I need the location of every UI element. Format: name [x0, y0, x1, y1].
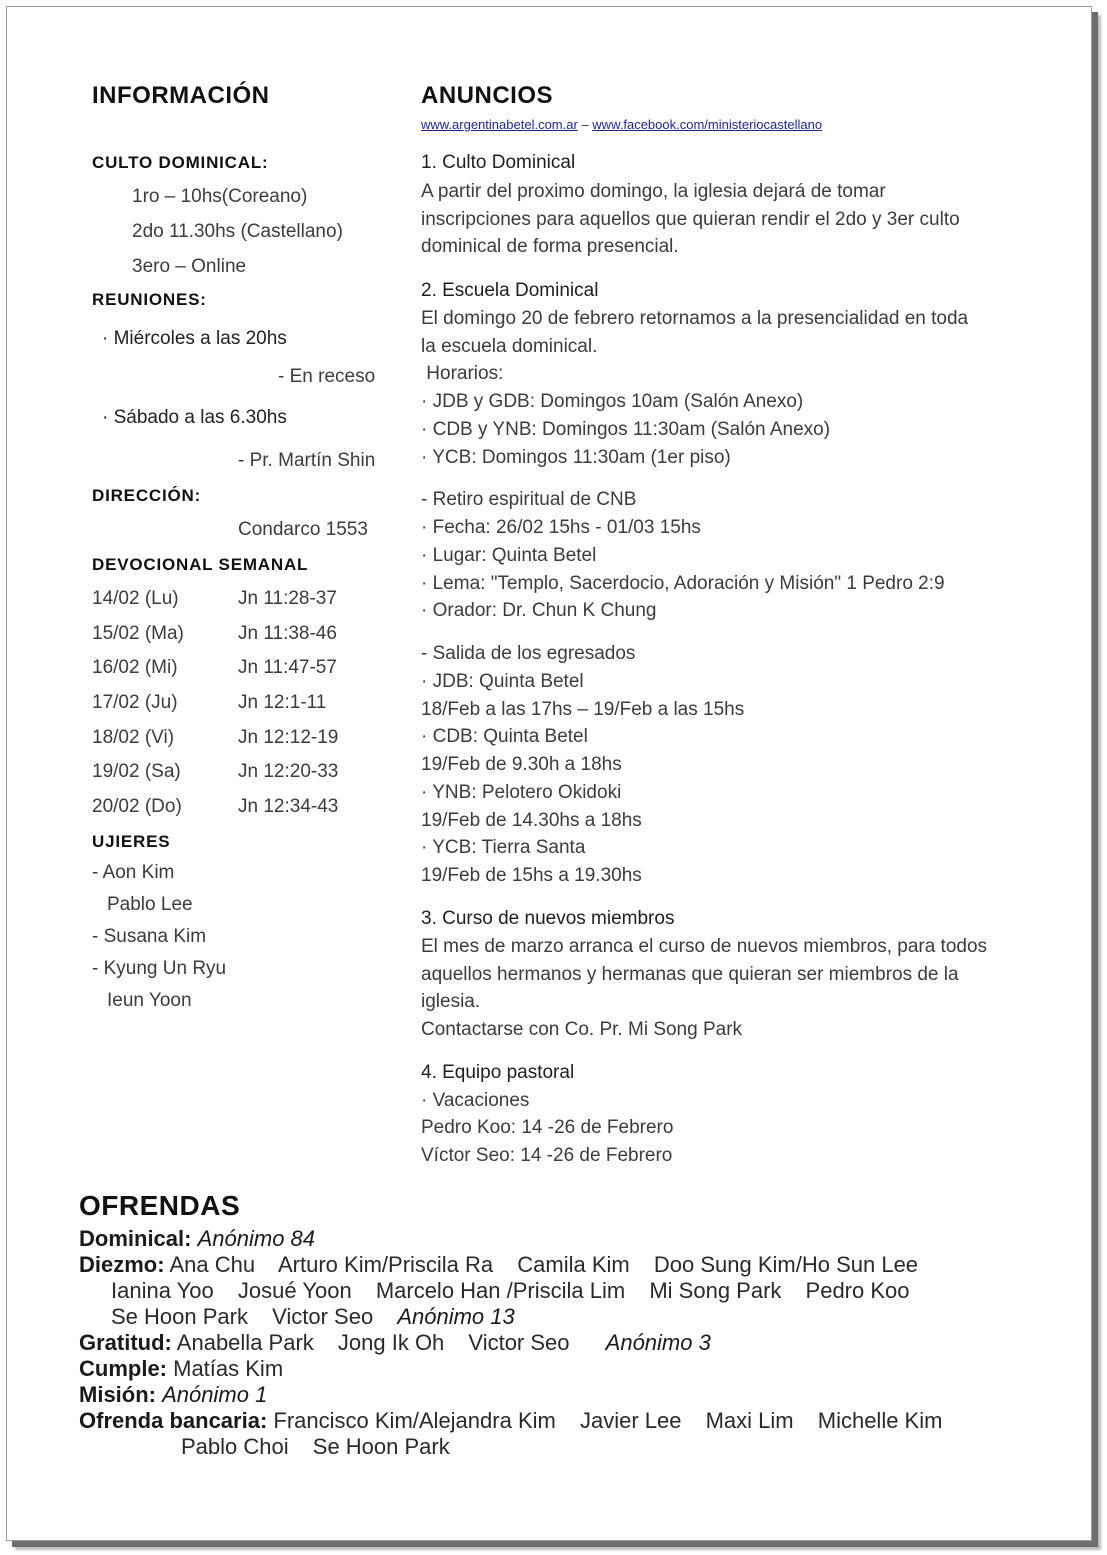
retiro-line: · Lugar: Quinta Betel	[421, 545, 597, 566]
section-title: 4. Equipo pastoral	[421, 1062, 575, 1083]
section-line: El mes de marzo arranca el curso de nuevos miembros, para todos	[421, 936, 988, 957]
donor-name: Se Hoon Park	[312, 1434, 450, 1459]
devocional-date: 17/02 (Ju)	[92, 692, 178, 713]
donor-name: Jong Ik Oh	[337, 1330, 445, 1355]
devocional-date: 18/02 (Vi)	[92, 727, 175, 748]
reuniones-heading: REUNIONES:	[92, 290, 207, 309]
section-line: Pedro Koo: 14 -26 de Febrero	[421, 1117, 674, 1138]
devocional-date: 16/02 (Mi)	[92, 657, 178, 678]
salida-line: 19/Feb de 15hs a 19.30hs	[421, 865, 642, 886]
section-line: aquellos hermanos y hermanas que quieran ser miembros de la	[421, 964, 959, 985]
info-title: INFORMACIÓN	[92, 82, 270, 109]
ofrenda-row-diezmo-3	[111, 1304, 515, 1330]
ofrenda-label: Misión:	[79, 1382, 156, 1407]
donor-name: Se Hoon Park	[111, 1304, 248, 1329]
section-line: dominical de forma presencial.	[421, 236, 679, 257]
devocional-date: 15/02 (Ma)	[92, 623, 184, 644]
donor-name: Michelle Kim	[817, 1408, 943, 1433]
devocional-ref: Jn 12:34-43	[238, 796, 339, 817]
salida-line: 19/Feb de 14.30hs a 18hs	[421, 810, 642, 831]
ofrenda-row-diezmo-2	[111, 1278, 928, 1304]
ujier-name: Ieun Yoon	[107, 990, 192, 1011]
ofrenda-anon: Anónimo 1	[162, 1382, 268, 1407]
section-line: Contactarse con Co. Pr. Mi Song Park	[421, 1019, 743, 1040]
link-separator: –	[581, 117, 589, 132]
devocional-date: 14/02 (Lu)	[92, 588, 179, 609]
donor-name: Mi Song Park	[649, 1278, 782, 1303]
ujier-name: - Kyung Un Ryu	[92, 958, 227, 979]
section-line: la escuela dominical.	[421, 336, 598, 357]
section-line: El domingo 20 de febrero retornamos a la presencialidad en toda	[421, 308, 969, 329]
devocional-ref: Jn 12:12-19	[238, 727, 339, 748]
ofrenda-anon: Anónimo 3	[605, 1330, 711, 1355]
section-line: A partir del proximo domingo, la iglesia dejará de tomar	[421, 181, 886, 202]
donor-name: Maxi Lim	[705, 1408, 794, 1433]
culto-line: 3ero – Online	[132, 256, 247, 277]
ofrenda-label: Ofrenda bancaria:	[79, 1408, 268, 1433]
ofrenda-row-cumple	[79, 1356, 301, 1382]
devocional-heading: DEVOCIONAL SEMANAL	[92, 555, 309, 574]
devocional-ref: Jn 12:1-11	[238, 692, 327, 713]
ujier-name: Pablo Lee	[107, 894, 193, 915]
salida-line: · CDB: Quinta Betel	[421, 726, 588, 747]
ofrenda-anon: Anónimo 84	[197, 1226, 316, 1251]
retiro-line: - Retiro espiritual de CNB	[421, 489, 637, 510]
ofrenda-row-bancaria-2	[181, 1434, 468, 1460]
ofrenda-row-gratitud	[79, 1330, 711, 1356]
section-line: · YCB: Domingos 11:30am (1er piso)	[421, 447, 731, 468]
ofrenda-label: Cumple:	[79, 1356, 167, 1381]
ujieres-heading: UJIERES	[92, 832, 171, 851]
salida-line: · JDB: Quinta Betel	[421, 671, 584, 692]
donor-name: Josué Yoon	[237, 1278, 352, 1303]
ofrenda-row-mision	[79, 1382, 267, 1408]
website-link[interactable]: www.argentinabetel.com.ar	[421, 117, 578, 132]
anuncios-title: ANUNCIOS	[421, 82, 554, 109]
section-line: iglesia.	[421, 991, 481, 1012]
salida-line: - Salida de los egresados	[421, 643, 636, 664]
reunion-note: - Pr. Martín Shin	[238, 450, 376, 471]
section-title: 1. Culto Dominical	[421, 152, 576, 173]
salida-line: · YNB: Pelotero Okidoki	[421, 782, 622, 803]
salida-line: · YCB: Tierra Santa	[421, 837, 586, 858]
donor-name: Pablo Choi	[181, 1434, 289, 1459]
donor-name: Ana Chu	[169, 1252, 256, 1277]
donor-name: Francisco Kim/Alejandra Kim	[273, 1408, 556, 1433]
ujier-name: - Susana Kim	[92, 926, 207, 947]
devocional-date: 19/02 (Sa)	[92, 761, 181, 782]
salida-line: 19/Feb de 9.30h a 18hs	[421, 754, 622, 775]
donor-name: Anabella Park	[176, 1330, 314, 1355]
devocional-date: 20/02 (Do)	[92, 796, 182, 817]
section-title: 2. Escuela Dominical	[421, 280, 599, 301]
reunion-line: · Miércoles a las 20hs	[102, 328, 287, 349]
donor-name: Matías Kim	[173, 1356, 284, 1381]
ofrenda-label: Gratitud:	[79, 1330, 172, 1355]
retiro-line: · Lema: "Templo, Sacerdocio, Adoración y Misión" 1 Pedro 2:9	[421, 573, 945, 594]
section-line: inscripciones para aquellos que quieran rendir el 2do y 3er culto	[421, 209, 960, 230]
section-line: · CDB y YNB: Domingos 11:30am (Salón Anexo)	[421, 419, 831, 440]
ofrenda-row-dominical	[79, 1226, 315, 1252]
culto-line: 1ro – 10hs(Coreano)	[132, 186, 308, 207]
donor-name: Arturo Kim/Priscila Ra	[278, 1252, 494, 1277]
ofrenda-row-bancaria	[79, 1408, 960, 1434]
culto-line: 2do 11.30hs (Castellano)	[132, 221, 343, 242]
section-line: Víctor Seo: 14 -26 de Febrero	[421, 1145, 673, 1166]
donor-name: Pedro Koo	[805, 1278, 910, 1303]
donor-name: Ianina Yoo	[111, 1278, 214, 1303]
ofrenda-row-diezmo	[79, 1252, 936, 1278]
devocional-ref: Jn 11:28-37	[238, 588, 337, 609]
devocional-ref: Jn 11:47-57	[238, 657, 337, 678]
retiro-line: · Orador: Dr. Chun K Chung	[421, 600, 657, 621]
ofrendas-title: OFRENDAS	[79, 1190, 241, 1221]
reunion-line: · Sábado a las 6.30hs	[102, 407, 287, 428]
ujier-name: - Aon Kim	[92, 862, 175, 883]
donor-name: Marcelo Han /Priscila Lim	[375, 1278, 626, 1303]
section-line: · Vacaciones	[421, 1090, 530, 1111]
devocional-ref: Jn 11:38-46	[238, 623, 337, 644]
donor-name: Javier Lee	[579, 1408, 682, 1433]
donor-name: Victor Seo	[272, 1304, 374, 1329]
devocional-ref: Jn 12:20-33	[238, 761, 339, 782]
section-line: Horarios:	[421, 363, 504, 384]
ofrenda-label: Diezmo:	[79, 1252, 165, 1277]
anuncios-links	[421, 117, 822, 132]
ofrenda-anon: Anónimo 13	[397, 1304, 515, 1329]
salida-line: 18/Feb a las 17hs – 19/Feb a las 15hs	[421, 699, 745, 720]
ofrenda-label: Dominical:	[79, 1226, 192, 1251]
donor-name: Victor Seo	[468, 1330, 570, 1355]
culto-heading: CULTO DOMINICAL:	[92, 153, 269, 172]
section-line: · JDB y GDB: Domingos 10am (Salón Anexo)	[421, 391, 804, 412]
facebook-link[interactable]: www.facebook.com/ministeriocastellano	[592, 117, 823, 132]
section-title: 3. Curso de nuevos miembros	[421, 908, 675, 929]
direccion-value: Condarco 1553	[238, 519, 368, 540]
direccion-heading: DIRECCIÓN:	[92, 486, 202, 505]
reunion-note: - En receso	[278, 366, 376, 387]
donor-name: Doo Sung Kim/Ho Sun Lee	[653, 1252, 919, 1277]
donor-name: Camila Kim	[517, 1252, 630, 1277]
retiro-line: · Fecha: 26/02 15hs - 01/03 15hs	[421, 517, 701, 538]
